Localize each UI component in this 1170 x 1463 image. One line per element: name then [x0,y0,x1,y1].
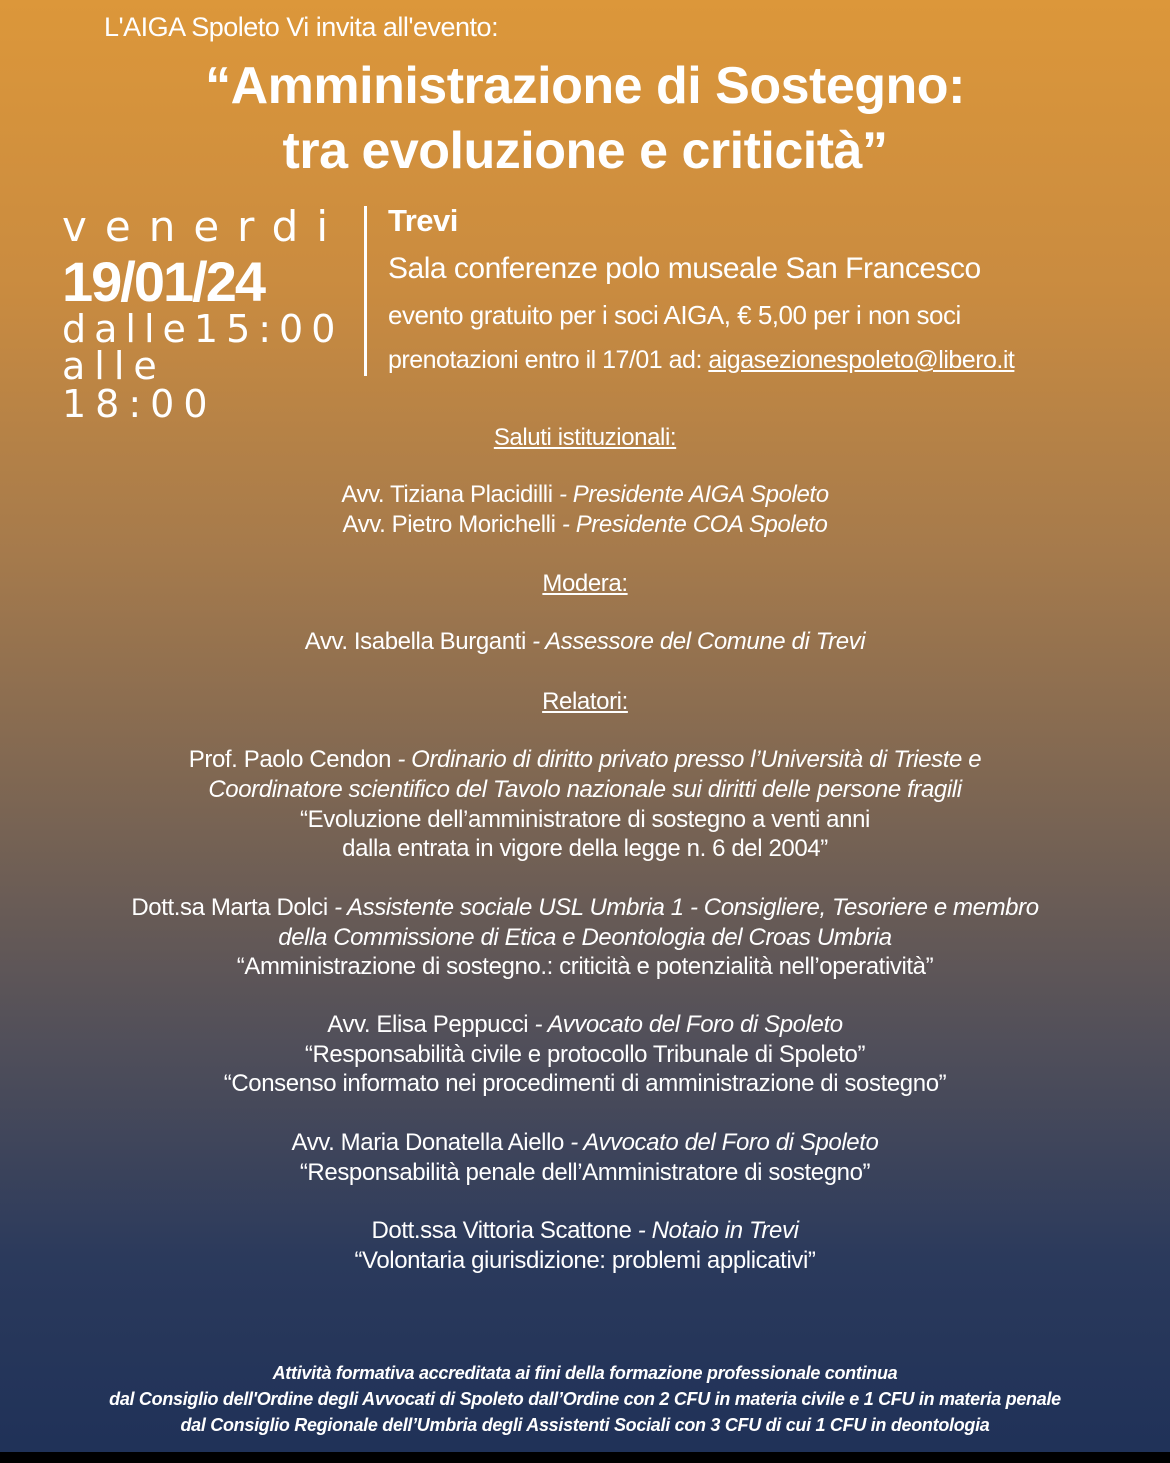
booking-email-link[interactable]: aigasezionespoleto@libero.it [708,346,1015,374]
event-title-line-2: tra evoluzione e criticità” [282,122,888,180]
speaker-name: Avv. Maria Donatella Aiello - Avvocato del Foro di Spoleto [291,1129,879,1156]
speaker-name: Dott.ssa Vittoria Scattone - Notaio in Trevi [371,1217,799,1244]
venue-hall: Sala conferenze polo museale San Francesco [388,252,981,285]
accreditation-line: dal Consiglio Regionale dell’Umbria degli Assistenti Sociali con 3 CFU di cui 1 CFU in deontologia [180,1415,990,1435]
speaker-talk: “Consenso informato nei procedimenti di amministrazione di sostegno” [223,1070,947,1097]
event-start-time: dalle15:00 [62,307,344,351]
organizer: L'AIGA Spoleto [104,12,280,42]
section-modera: Modera: [542,570,628,597]
speaker-talk: “Evoluzione dell’amministratore di sostegno a venti anni [300,806,870,833]
speaker-role: Coordinatore scientifico del Tavolo nazionale sui diritti delle persone fragili [208,776,962,803]
moderator: Avv. Isabella Burganti - Assessore del Comune di Trevi [304,628,866,655]
bottom-border [0,1452,1170,1463]
booking-text: prenotazioni entro il 17/01 ad: [388,346,709,374]
speaker-talk: “Volontaria giurisdizione: problemi applicativi” [354,1247,816,1274]
event-title-line-1: “Amministrazione di Sostegno: [205,57,965,115]
divider [364,206,367,376]
accreditation-line: dal Consiglio dell'Ordine degli Avvocati di Spoleto dall’Ordine con 2 CFU in materia civile e 1 CFU in materia penale [109,1389,1061,1409]
booking-info [388,346,1014,375]
speaker-name: Prof. Paolo Cendon - Ordinario di diritto privato presso l’Università di Trieste e [188,746,982,773]
intro-line [104,12,498,43]
speaker-name: Avv. Elisa Peppucci - Avvocato del Foro di Spoleto [327,1011,843,1038]
section-saluti: Saluti istituzionali: [493,424,677,451]
accreditation-line: Attività formativa accreditata ai fini della formazione professionale continua [272,1363,898,1383]
saluti-item: Avv. Tiziana Placidilli - Presidente AIGA Spoleto [341,481,829,508]
speaker-role: della Commissione di Etica e Deontologia del Croas Umbria [278,924,892,951]
saluti-item: Avv. Pietro Morichelli - Presidente COA Spoleto [342,511,828,538]
event-day: venerdi [62,202,347,251]
speaker-talk: “Responsabilità civile e protocollo Tribunale di Spoleto” [304,1041,866,1068]
speaker-talk: “Amministrazione di sostegno.: criticità e potenzialità nell’operatività” [236,953,934,980]
speaker-name: Dott.sa Marta Dolci - Assistente sociale USL Umbria 1 - Consigliere, Tesoriere e membro [131,894,1039,921]
speaker-talk: “Responsabilità penale dell’Amministratore di sostegno” [299,1159,871,1186]
event-date: 19/01/24 [62,250,264,313]
venue-city: Trevi [388,203,458,238]
speaker-talk: dalla entrata in vigore della legge n. 6 del 2004” [342,835,828,862]
section-relatori: Relatori: [542,688,628,715]
intro-text: Vi invita all'evento: [279,12,499,42]
event-end-time: alle 18:00 [62,344,217,426]
price-info: evento gratuito per i soci AIGA, € 5,00 per i non soci [388,300,961,330]
